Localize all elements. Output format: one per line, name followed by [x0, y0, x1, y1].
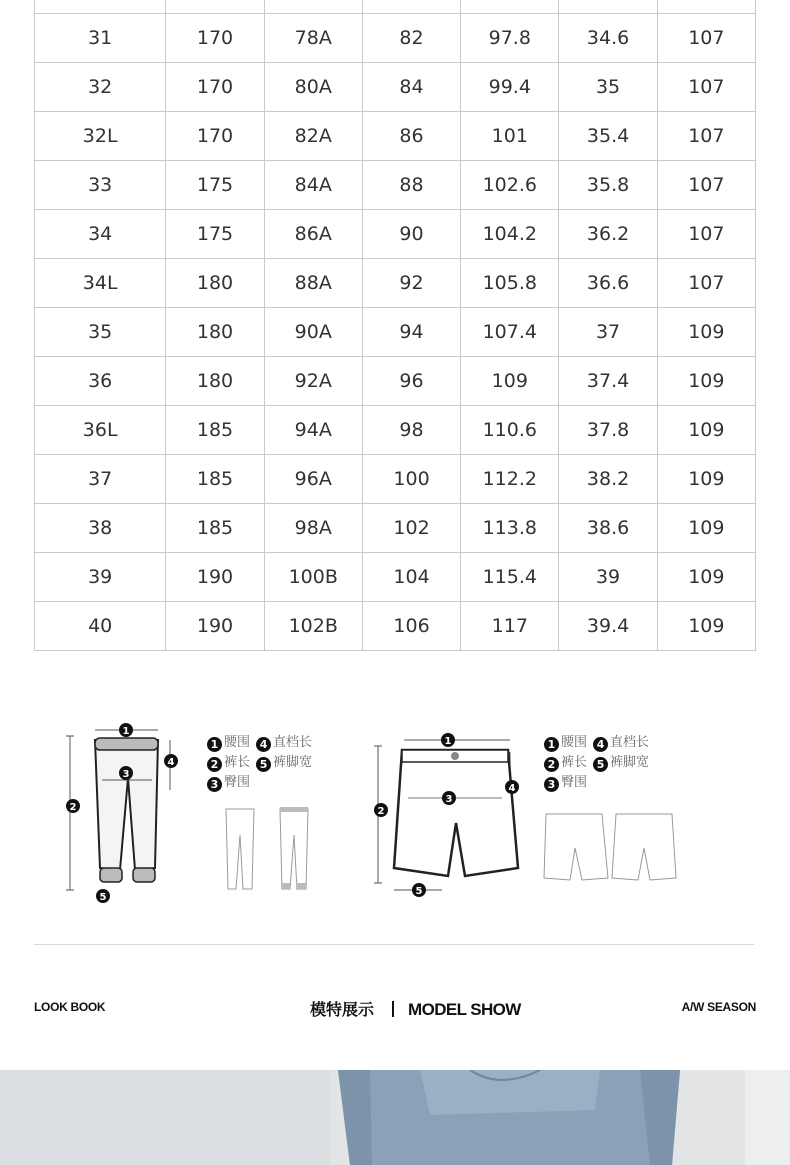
- table-row: [35, 161, 756, 210]
- table-cell: 96: [362, 357, 460, 406]
- table-cell: 104.2: [461, 210, 559, 259]
- table-cell: 110.6: [461, 406, 559, 455]
- table-cell: 39.4: [559, 602, 657, 651]
- table-cell: 170: [166, 63, 264, 112]
- pants-thumbnail-icons: [222, 805, 332, 895]
- table-cell: [559, 0, 657, 14]
- model-show-header: [34, 996, 756, 1020]
- table-row: [35, 357, 756, 406]
- table-cell: 92: [362, 259, 460, 308]
- svg-text:3: 3: [122, 769, 130, 780]
- table-cell: 98: [362, 406, 460, 455]
- table-cell: 175: [166, 161, 264, 210]
- table-cell: 94A: [264, 406, 362, 455]
- table-cell: 39: [559, 553, 657, 602]
- table-cell: 37: [35, 455, 166, 504]
- table-cell: 37.4: [559, 357, 657, 406]
- table-cell: 106: [362, 602, 460, 651]
- table-row: [35, 0, 756, 14]
- table-cell: 109: [657, 357, 755, 406]
- table-row: [35, 259, 756, 308]
- table-row: [35, 112, 756, 161]
- table-cell: 107: [657, 112, 755, 161]
- table-cell: 109: [657, 504, 755, 553]
- shorts-thumbnails: [540, 808, 680, 888]
- svg-text:4: 4: [167, 757, 175, 768]
- model-show-en: MODEL SHOW: [408, 1000, 521, 1019]
- table-cell: 102.6: [461, 161, 559, 210]
- model-photo: [0, 1070, 790, 1165]
- table-cell: 99.4: [461, 63, 559, 112]
- table-cell: 37: [559, 308, 657, 357]
- table-cell: 31: [35, 14, 166, 63]
- table-cell: 109: [657, 553, 755, 602]
- table-row: [35, 504, 756, 553]
- table-cell: 80A: [264, 63, 362, 112]
- table-cell: 94: [362, 308, 460, 357]
- table-cell: 35: [559, 63, 657, 112]
- table-cell: 100B: [264, 553, 362, 602]
- table-cell: 78A: [264, 14, 362, 63]
- table-cell: 180: [166, 357, 264, 406]
- table-cell: 102B: [264, 602, 362, 651]
- table-cell: 112.2: [461, 455, 559, 504]
- table-cell: 86A: [264, 210, 362, 259]
- table-cell: 33: [35, 161, 166, 210]
- table-cell: 32L: [35, 112, 166, 161]
- table-cell: 109: [657, 455, 755, 504]
- table-cell: 90A: [264, 308, 362, 357]
- table-cell: 109: [657, 602, 755, 651]
- table-cell: 32: [35, 63, 166, 112]
- shorts-thumbnail-icons: [540, 808, 680, 888]
- table-cell: 98A: [264, 504, 362, 553]
- table-cell: 180: [166, 259, 264, 308]
- size-chart-table: [34, 0, 756, 651]
- pants-measure-diagram: [40, 718, 190, 908]
- table-row: [35, 63, 756, 112]
- table-cell: 86: [362, 112, 460, 161]
- table-cell: [657, 0, 755, 14]
- table-cell: 109: [657, 406, 755, 455]
- svg-text:2: 2: [69, 802, 77, 813]
- table-cell: 109: [461, 357, 559, 406]
- model-show-title: [310, 997, 521, 1020]
- table-cell: [362, 0, 460, 14]
- table-cell: 180: [166, 308, 264, 357]
- shorts-illustration: [370, 728, 530, 903]
- table-cell: 38: [35, 504, 166, 553]
- table-row: [35, 14, 756, 63]
- table-cell: [461, 0, 559, 14]
- table-cell: 34: [35, 210, 166, 259]
- shorts-measure-legend: 1 腰围 4 直档长 2 裤长 5 裤脚宽 3 臀围: [544, 733, 655, 793]
- table-cell: 105.8: [461, 259, 559, 308]
- table-row: [35, 553, 756, 602]
- table-row: [35, 308, 756, 357]
- table-cell: 38.6: [559, 504, 657, 553]
- table-cell: 107: [657, 210, 755, 259]
- pants-thumbnails: [222, 805, 332, 895]
- table-cell: [35, 0, 166, 14]
- table-cell: 185: [166, 406, 264, 455]
- table-cell: 113.8: [461, 504, 559, 553]
- table-cell: 185: [166, 455, 264, 504]
- table-cell: 170: [166, 112, 264, 161]
- table-cell: 88: [362, 161, 460, 210]
- pants-illustration: [40, 718, 190, 908]
- svg-text:2: 2: [377, 806, 385, 817]
- size-chart-body: [35, 0, 756, 651]
- table-cell: 107: [657, 63, 755, 112]
- table-cell: 115.4: [461, 553, 559, 602]
- table-cell: 175: [166, 210, 264, 259]
- table-cell: 82A: [264, 112, 362, 161]
- table-cell: 35.4: [559, 112, 657, 161]
- table-cell: 34L: [35, 259, 166, 308]
- svg-text:5: 5: [415, 886, 423, 897]
- table-cell: 107: [657, 259, 755, 308]
- table-cell: 34.6: [559, 14, 657, 63]
- table-cell: 109: [657, 308, 755, 357]
- table-cell: 190: [166, 553, 264, 602]
- look-book-label: LOOK BOOK: [34, 1000, 106, 1014]
- model-show-cn: 模特展示: [310, 1000, 375, 1019]
- model-garment-image: [0, 1070, 790, 1165]
- pants-measure-legend: 1 腰围 4 直档长 2 裤长 5 裤脚宽 3 臀围: [207, 733, 318, 793]
- table-row: [35, 602, 756, 651]
- table-cell: 96A: [264, 455, 362, 504]
- table-cell: 190: [166, 602, 264, 651]
- table-cell: 107.4: [461, 308, 559, 357]
- table-cell: 107: [657, 14, 755, 63]
- svg-text:4: 4: [508, 783, 516, 794]
- table-cell: 82: [362, 14, 460, 63]
- table-cell: 36.2: [559, 210, 657, 259]
- table-cell: 100: [362, 455, 460, 504]
- svg-text:1: 1: [122, 726, 130, 737]
- table-cell: 117: [461, 602, 559, 651]
- table-cell: 36.6: [559, 259, 657, 308]
- table-cell: 97.8: [461, 14, 559, 63]
- table-cell: 170: [166, 14, 264, 63]
- table-cell: 90: [362, 210, 460, 259]
- svg-text:3: 3: [445, 794, 453, 805]
- table-cell: 84: [362, 63, 460, 112]
- table-cell: 40: [35, 602, 166, 651]
- season-label: A/W SEASON: [681, 1000, 756, 1014]
- svg-text:1: 1: [444, 736, 452, 747]
- table-cell: [166, 0, 264, 14]
- table-cell: 37.8: [559, 406, 657, 455]
- table-row: [35, 455, 756, 504]
- svg-text:5: 5: [99, 892, 107, 903]
- table-cell: 88A: [264, 259, 362, 308]
- table-cell: 102: [362, 504, 460, 553]
- table-cell: 35.8: [559, 161, 657, 210]
- title-separator: [392, 1001, 394, 1017]
- table-cell: [264, 0, 362, 14]
- table-cell: 84A: [264, 161, 362, 210]
- table-cell: 36L: [35, 406, 166, 455]
- table-cell: 92A: [264, 357, 362, 406]
- table-cell: 107: [657, 161, 755, 210]
- table-cell: 39: [35, 553, 166, 602]
- table-cell: 104: [362, 553, 460, 602]
- section-divider: [34, 944, 754, 945]
- table-cell: 38.2: [559, 455, 657, 504]
- table-cell: 35: [35, 308, 166, 357]
- shorts-measure-diagram: [370, 728, 530, 903]
- table-cell: 36: [35, 357, 166, 406]
- table-cell: 185: [166, 504, 264, 553]
- table-row: [35, 210, 756, 259]
- table-cell: 101: [461, 112, 559, 161]
- table-row: [35, 406, 756, 455]
